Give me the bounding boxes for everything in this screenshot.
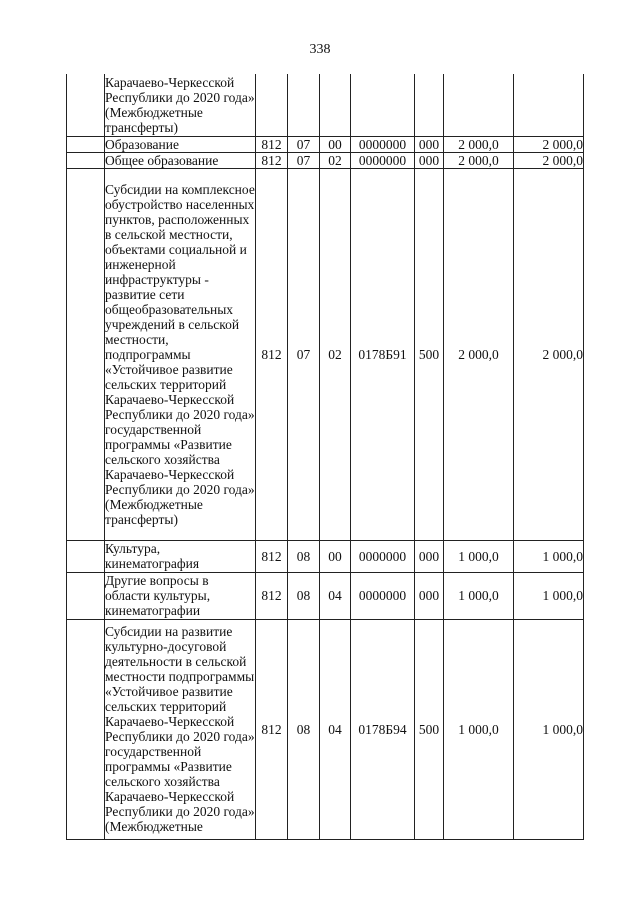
ved-cell: 812 xyxy=(256,168,288,540)
table-row xyxy=(67,136,584,152)
rz-cell: 08 xyxy=(288,540,320,572)
row-marker-cell xyxy=(67,619,105,839)
csr-cell: 0000000 xyxy=(351,540,415,572)
pr-cell: 04 xyxy=(320,572,351,619)
vr-cell: 000 xyxy=(415,572,444,619)
table-row xyxy=(67,540,584,572)
sum2-cell: 2 000,0 xyxy=(514,136,584,152)
rz-cell: 07 xyxy=(288,168,320,540)
row-name: Карачаево-Черкесской Республики до 2020 года» (Межбюджетные трансферты) xyxy=(105,74,255,135)
table-row xyxy=(67,152,584,168)
csr-cell: 0178Б94 xyxy=(351,619,415,839)
table-row xyxy=(67,619,584,839)
row-marker-cell xyxy=(67,540,105,572)
table-row xyxy=(67,74,584,136)
vr-cell: 500 xyxy=(415,168,444,540)
row-marker-cell xyxy=(67,572,105,619)
sum1-cell: 2 000,0 xyxy=(444,136,514,152)
table-row xyxy=(67,572,584,619)
page-number: 338 xyxy=(309,42,331,57)
row-marker-cell xyxy=(67,136,105,152)
rz-cell: 07 xyxy=(288,152,320,168)
ved-cell xyxy=(256,74,288,136)
table-row xyxy=(67,168,584,540)
row-name: Субсидии на комплексное обустройство населенных пунктов, расположенных в сельской местности, объектами социальной и инженерной инфраструктуры - развитие сети общеобразовательных учреждений в сельской местности, подпрограммы «Устойчивое развитие сельских территорий Карачаево-Черкесской Республики до 2020 года» государственной программы «Развитие сельского хозяйства Карачаево-Черкесской Республики до 2020 года» (Межбюджетные трансферты) xyxy=(105,168,256,540)
ved-cell: 812 xyxy=(256,152,288,168)
vr-cell xyxy=(415,74,444,136)
ved-cell: 812 xyxy=(256,540,288,572)
sum1-cell: 1 000,0 xyxy=(444,540,514,572)
sum2-cell: 1 000,0 xyxy=(514,619,584,839)
row-marker-cell xyxy=(67,168,105,540)
csr-cell xyxy=(351,74,415,136)
pr-cell: 02 xyxy=(320,168,351,540)
ved-cell: 812 xyxy=(256,619,288,839)
vr-cell: 000 xyxy=(415,540,444,572)
row-name: Образование xyxy=(105,136,256,152)
row-marker-cell xyxy=(67,152,105,168)
ved-cell: 812 xyxy=(256,572,288,619)
sum2-cell: 1 000,0 xyxy=(514,572,584,619)
row-name: Другие вопросы в области культуры, кинематографии xyxy=(105,572,256,619)
rz-cell xyxy=(288,74,320,136)
rz-cell: 07 xyxy=(288,136,320,152)
sum2-cell xyxy=(514,74,584,136)
row-marker-cell xyxy=(67,74,105,136)
sum1-cell: 1 000,0 xyxy=(444,619,514,839)
row-name: Культура, кинематография xyxy=(105,540,256,572)
pr-cell: 04 xyxy=(320,619,351,839)
vr-cell: 000 xyxy=(415,152,444,168)
pr-cell: 00 xyxy=(320,540,351,572)
row-name: Общее образование xyxy=(105,152,256,168)
rz-cell: 08 xyxy=(288,619,320,839)
pr-cell: 00 xyxy=(320,136,351,152)
row-name: Субсидии на развитие культурно-досуговой деятельности в сельской местности подпрограммы «Устойчивое развитие сельских территорий Карачаево-Черкесской Республики до 2020 года» государственной программы «Развитие сельского хозяйства Карачаево-Черкесской Республики до 2020 года» (Межбюджетные xyxy=(105,619,256,839)
csr-cell: 0000000 xyxy=(351,572,415,619)
ved-cell: 812 xyxy=(256,136,288,152)
pr-cell xyxy=(320,74,351,136)
sum1-cell: 1 000,0 xyxy=(444,572,514,619)
sum2-cell: 2 000,0 xyxy=(514,152,584,168)
vr-cell: 500 xyxy=(415,619,444,839)
rz-cell: 08 xyxy=(288,572,320,619)
csr-cell: 0000000 xyxy=(351,136,415,152)
sum2-cell: 2 000,0 xyxy=(514,168,584,540)
budget-table xyxy=(66,74,584,840)
sum1-cell xyxy=(444,74,514,136)
csr-cell: 0000000 xyxy=(351,152,415,168)
sum2-cell: 1 000,0 xyxy=(514,540,584,572)
vr-cell: 000 xyxy=(415,136,444,152)
sum1-cell: 2 000,0 xyxy=(444,152,514,168)
pr-cell: 02 xyxy=(320,152,351,168)
sum1-cell: 2 000,0 xyxy=(444,168,514,540)
csr-cell: 0178Б91 xyxy=(351,168,415,540)
